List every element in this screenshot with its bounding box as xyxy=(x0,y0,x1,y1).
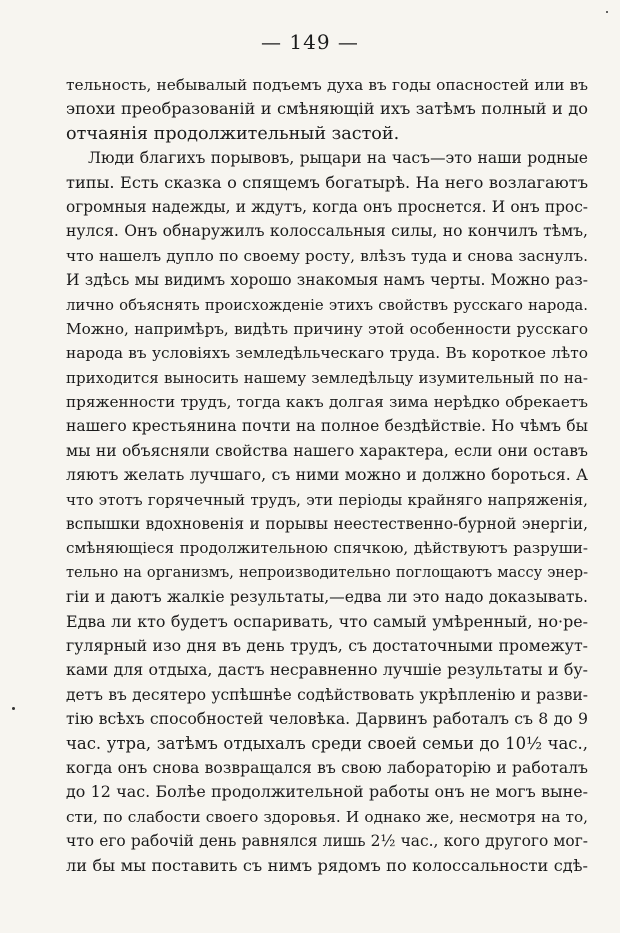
text-line: огромныя надежды, и ждутъ, когда онъ проснется. И онъ прос- xyxy=(66,197,588,216)
paragraph xyxy=(66,146,588,878)
text-line: ляютъ желать лучшаго, съ ними можно и должно бороться. А xyxy=(66,465,588,485)
scan-speck xyxy=(606,11,608,13)
text-line: мы ни объясняли свойства нашего характера, если они оставъ xyxy=(66,441,588,460)
text-line: народа въ условіяхъ земледѣльческаго труда. Въ короткое лѣто xyxy=(66,344,588,363)
text-line: что нашелъ дупло по своему росту, влѣзъ туда и снова заснулъ. xyxy=(66,246,588,265)
text-line: сти, по слабости своего здоровья. И однако же, несмотря на то, xyxy=(66,807,588,826)
text-line: ли бы мы поставить съ нимъ рядомъ по колоссальности сдѣ- xyxy=(66,855,588,875)
scan-speck xyxy=(12,707,15,710)
text-line: когда онъ снова возвращался въ свою лабораторію и работалъ xyxy=(66,757,588,777)
body-text xyxy=(66,73,588,878)
text-line: час. утра, затѣмъ отдыхалъ среди своей семьи до 10½ час., xyxy=(66,733,588,753)
page-number: — 149 — xyxy=(261,30,359,54)
text-line: смѣняющіеся продолжительною спячкою, дѣйствуютъ разруши- xyxy=(66,539,588,558)
text-line: детъ въ десятеро успѣшнѣе содѣйствовать укрѣпленію и разви- xyxy=(66,685,588,704)
text-line: Можно, напримѣръ, видѣть причину этой особенности русскаго xyxy=(66,319,588,338)
text-line: отчаянія продолжительный застой. xyxy=(66,123,400,144)
text-line: Люди благихъ порывовъ, рыцари на часъ—это наши родные xyxy=(88,149,588,168)
paragraph-continuation xyxy=(66,73,588,146)
text-line: гулярный изо дня въ день трудъ, съ достаточными промежут- xyxy=(66,635,588,655)
text-line: тію всѣхъ способностей человѣка. Дарвинъ работалъ съ 8 до 9 xyxy=(66,709,588,729)
text-line: лично объяснять происхожденіе этихъ свойствъ русскаго народа. xyxy=(66,295,588,314)
text-line: пряженности трудъ, тогда какъ долгая зима нерѣдко обрекаетъ xyxy=(66,393,588,412)
text-line: что этотъ горячечный трудъ, эти періоды крайняго напряженія, xyxy=(66,490,588,509)
text-line: ками для отдыха, дастъ несравненно лучшіе результаты и бу- xyxy=(66,660,588,680)
text-line: Едва ли кто будетъ оспаривать, что самый умѣренный, но·ре- xyxy=(66,611,588,631)
text-line: тельность, небывалый подъемъ духа въ годы опасностей или въ xyxy=(66,76,588,94)
text-line: эпохи преобразованій и смѣняющій ихъ затѣмъ полный и до xyxy=(66,99,588,119)
text-line: приходится выносить нашему земледѣльцу изумительный по на- xyxy=(66,368,588,387)
text-line: типы. Есть сказка о спящемъ богатырѣ. На него возлагаютъ xyxy=(66,172,588,192)
text-line: до 12 час. Болѣе продолжительной работы онъ не могъ выне- xyxy=(66,782,588,802)
text-line: вспышки вдохновенія и порывы неестественно-бурной энергіи, xyxy=(66,515,588,534)
text-line: И здѣсь мы видимъ хорошо знакомыя намъ черты. Можно раз- xyxy=(66,271,588,290)
text-line: нашего крестьянина почти на полное бездѣйствіе. Но чѣмъ бы xyxy=(66,417,588,436)
text-line: что его рабочій день равнялся лишь 2½ час., кого другого мог- xyxy=(66,832,588,851)
text-line: нулся. Онъ обнаружилъ колоссальныя силы, но кончилъ тѣмъ, xyxy=(66,222,588,241)
text-line: гіи и даютъ жалкіе результаты,—едва ли это надо доказывать. xyxy=(66,588,588,607)
text-line: тельно на организмъ, непроизводительно поглощаютъ массу энер- xyxy=(66,563,588,581)
